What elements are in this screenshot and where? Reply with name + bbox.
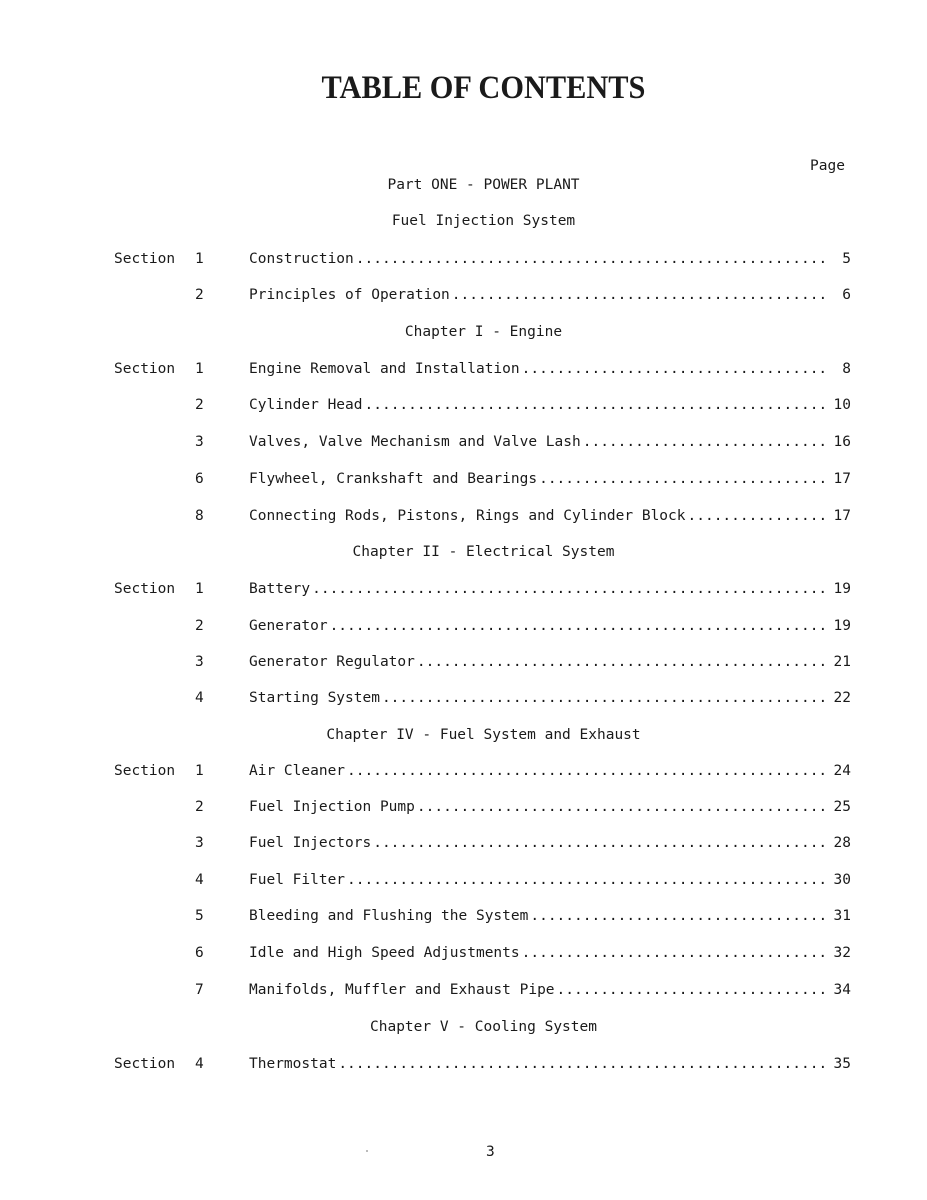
toc-entry-page: 19 xyxy=(833,618,851,634)
toc-entry[interactable] xyxy=(249,1056,851,1072)
chapter-heading: Fuel Injection System xyxy=(391,213,576,229)
dot-leader xyxy=(557,982,829,998)
toc-entry-title: Fuel Injectors xyxy=(249,835,372,851)
dot-leader xyxy=(522,945,829,961)
section-number: 3 xyxy=(195,835,204,851)
section-number: 1 xyxy=(195,251,204,267)
chapter-heading: Chapter I - Engine xyxy=(404,324,563,340)
toc-entry-page: 5 xyxy=(842,251,851,267)
part-heading: Part ONE - POWER PLANT xyxy=(387,177,580,193)
toc-entry[interactable] xyxy=(249,872,851,888)
section-number: 3 xyxy=(195,434,204,450)
section-number: 4 xyxy=(195,872,204,888)
toc-entry-title: Connecting Rods, Pistons, Rings and Cylinder Block xyxy=(249,508,686,524)
dot-leader xyxy=(522,361,829,377)
section-number: 2 xyxy=(195,799,204,815)
toc-entry-page: 8 xyxy=(842,361,851,377)
page-column-header: Page xyxy=(810,158,845,174)
toc-entry-title: Fuel Injection Pump xyxy=(249,799,415,815)
dot-leader xyxy=(330,618,829,634)
dot-leader xyxy=(365,397,830,413)
section-number: 3 xyxy=(195,654,204,670)
toc-entry[interactable] xyxy=(249,581,851,597)
section-label: Section xyxy=(114,251,176,267)
section-number: 2 xyxy=(195,618,204,634)
toc-entry-page: 19 xyxy=(833,581,851,597)
dot-leader xyxy=(583,434,829,450)
section-number: 6 xyxy=(195,945,204,961)
toc-entry-title: Air Cleaner xyxy=(249,763,346,779)
toc-entry[interactable] xyxy=(249,945,851,961)
toc-entry[interactable] xyxy=(249,397,851,413)
toc-entry-title: Bleeding and Flushing the System xyxy=(249,908,529,924)
dot-leader xyxy=(356,251,829,267)
toc-entry-title: Thermostat xyxy=(249,1056,337,1072)
dot-leader xyxy=(312,581,829,597)
toc-entry[interactable] xyxy=(249,618,851,634)
section-number: 1 xyxy=(195,763,204,779)
toc-entry-page: 32 xyxy=(833,945,851,961)
dot-leader xyxy=(373,835,829,851)
toc-entry[interactable] xyxy=(249,434,851,450)
section-label: Section xyxy=(114,581,176,597)
page-title: TABLE OF CONTENTS xyxy=(321,70,646,106)
dot-leader xyxy=(347,872,829,888)
section-number: 2 xyxy=(195,397,204,413)
section-label: Section xyxy=(114,361,176,377)
toc-entry-title: Principles of Operation xyxy=(249,287,450,303)
toc-entry-title: Construction xyxy=(249,251,354,267)
dot-leader xyxy=(382,690,829,706)
toc-entry-title: Generator xyxy=(249,618,328,634)
toc-entry[interactable] xyxy=(249,361,851,377)
toc-entry[interactable] xyxy=(249,654,851,670)
toc-entry[interactable] xyxy=(249,982,851,998)
toc-entry-title: Flywheel, Crankshaft and Bearings xyxy=(249,471,538,487)
toc-entry-title: Generator Regulator xyxy=(249,654,415,670)
toc-entry-page: 6 xyxy=(842,287,851,303)
dot-leader xyxy=(452,287,829,303)
section-number: 4 xyxy=(195,690,204,706)
toc-entry-title: Manifolds, Muffler and Exhaust Pipe xyxy=(249,982,555,998)
dot-leader xyxy=(347,763,829,779)
toc-entry-page: 17 xyxy=(833,508,851,524)
chapter-heading: Chapter V - Cooling System xyxy=(370,1019,597,1035)
section-number: 1 xyxy=(195,581,204,597)
section-number: 5 xyxy=(195,908,204,924)
toc-entry-page: 17 xyxy=(833,471,851,487)
toc-entry-page: 21 xyxy=(833,654,851,670)
dot-leader xyxy=(338,1056,829,1072)
toc-entry-title: Fuel Filter xyxy=(249,872,346,888)
footer-page-number: 3 xyxy=(486,1144,495,1160)
section-number: 2 xyxy=(195,287,204,303)
toc-entry-page: 35 xyxy=(833,1056,851,1072)
toc-entry[interactable] xyxy=(249,471,851,487)
toc-entry[interactable] xyxy=(249,763,851,779)
toc-entry-title: Battery xyxy=(249,581,311,597)
toc-entry[interactable] xyxy=(249,508,851,524)
dot-leader xyxy=(530,908,829,924)
toc-entry-title: Engine Removal and Installation xyxy=(249,361,520,377)
dot-leader xyxy=(539,471,829,487)
toc-entry-title: Valves, Valve Mechanism and Valve Lash xyxy=(249,434,581,450)
section-label: Section xyxy=(114,1056,176,1072)
toc-entry-page: 10 xyxy=(833,397,851,413)
toc-entry-page: 31 xyxy=(833,908,851,924)
toc-entry[interactable] xyxy=(249,251,851,267)
section-label: Section xyxy=(114,763,176,779)
dot-leader xyxy=(417,654,829,670)
toc-entry[interactable] xyxy=(249,690,851,706)
chapter-heading: Chapter II - Electrical System xyxy=(352,544,615,560)
toc-entry-page: 16 xyxy=(833,434,851,450)
section-number: 6 xyxy=(195,471,204,487)
toc-entry-page: 25 xyxy=(833,799,851,815)
section-number: 8 xyxy=(195,508,204,524)
toc-entry-title: Cylinder Head xyxy=(249,397,363,413)
chapter-heading: Chapter IV - Fuel System and Exhaust xyxy=(326,727,641,743)
dot-leader xyxy=(688,508,830,524)
section-number: 1 xyxy=(195,361,204,377)
toc-entry-page: 22 xyxy=(833,690,851,706)
toc-entry[interactable] xyxy=(249,287,851,303)
toc-entry-page: 30 xyxy=(833,872,851,888)
toc-entry-page: 28 xyxy=(833,835,851,851)
dot-leader xyxy=(417,799,829,815)
scan-speck xyxy=(366,1150,368,1152)
section-number: 4 xyxy=(195,1056,204,1072)
toc-entry[interactable] xyxy=(249,908,851,924)
toc-entry[interactable] xyxy=(249,835,851,851)
toc-entry-page: 24 xyxy=(833,763,851,779)
toc-entry-title: Starting System xyxy=(249,690,380,706)
toc-entry-page: 34 xyxy=(833,982,851,998)
toc-entry[interactable] xyxy=(249,799,851,815)
section-number: 7 xyxy=(195,982,204,998)
toc-entry-title: Idle and High Speed Adjustments xyxy=(249,945,520,961)
